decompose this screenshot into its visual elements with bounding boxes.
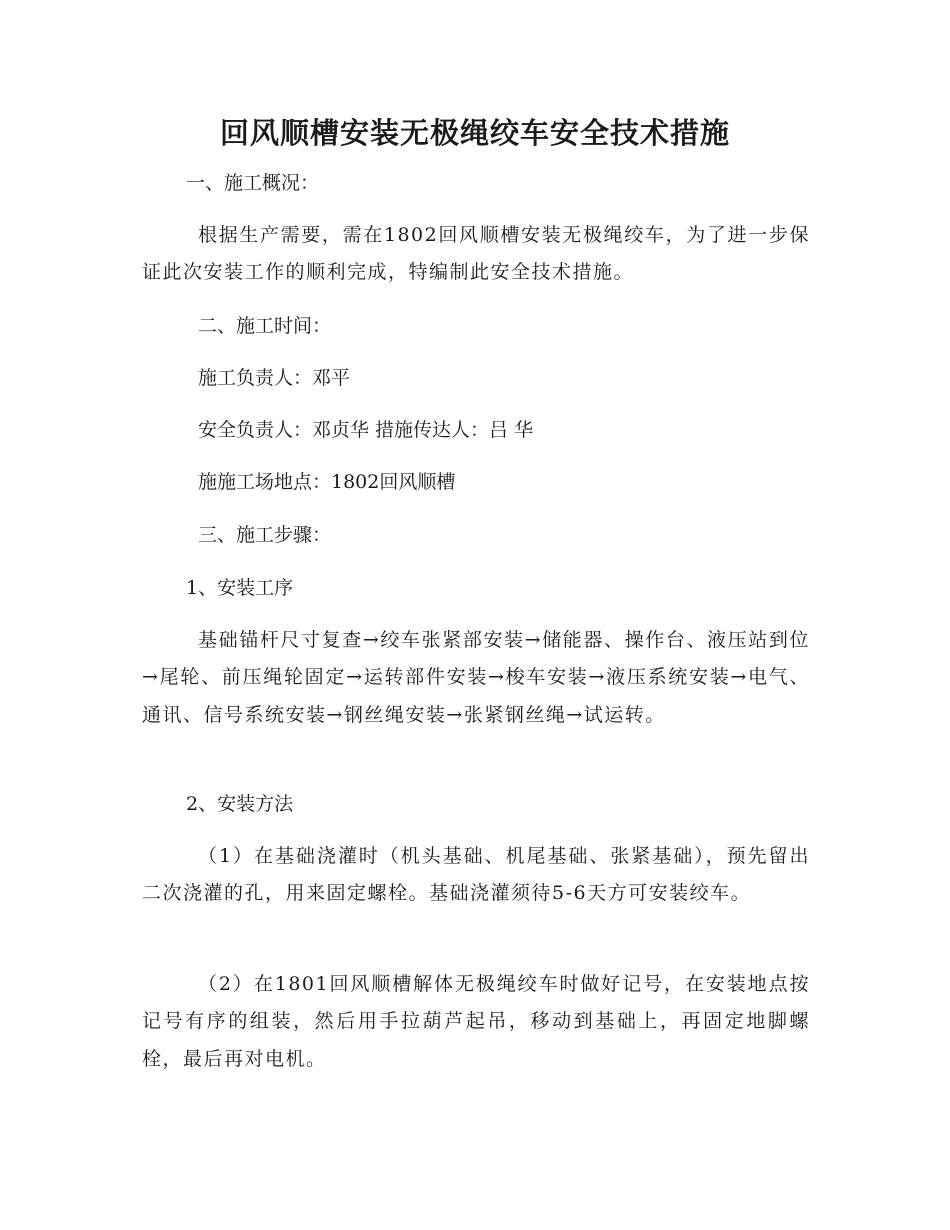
method2-paragraph: （2）在1801回风顺槽解体无极绳绞车时做好记号，在安装地点按记号有序的组装，然后用手拉葫芦起吊，移动到基础上，再固定地脚螺栓，最后再对电机。 [142, 973, 810, 1070]
step2-heading: 2、安装方法 [186, 793, 294, 815]
construction-lead-line: 施工负责人：邓平 [198, 367, 351, 389]
safety-lead-line: 安全负责人：邓贞华 措施传达人：吕 华 [198, 419, 534, 441]
step1-paragraph: 基础锚杆尺寸复查→绞车张紧部安装→储能器、操作台、液压站到位→尾轮、前压绳轮固定→运转部件安装→梭车安装→液压系统安装→电气、通讯、信号系统安装→钢丝绳安装→张紧钢丝绳→试运转。 [142, 629, 810, 726]
section-heading-time: 二、施工时间： [198, 315, 332, 337]
section-heading-overview: 一、施工概况： [186, 172, 320, 194]
method1-paragraph: （1）在基础浇灌时（机头基础、机尾基础、张紧基础），预先留出二次浇灌的孔，用来固定螺栓。基础浇灌须待5-6天方可安装绞车。 [142, 845, 810, 905]
site-line: 施施工场地点：1802回风顺槽 [198, 471, 456, 493]
document-title: 回风顺槽安装无极绳绞车安全技术措施 [219, 116, 730, 150]
overview-paragraph: 根据生产需要，需在1802回风顺槽安装无极绳绞车，为了进一步保证此次安装工作的顺利完成，特编制此安全技术措施。 [142, 224, 810, 284]
step1-heading: 1、安装工序 [186, 577, 294, 599]
section-heading-steps: 三、施工步骤： [198, 524, 332, 546]
